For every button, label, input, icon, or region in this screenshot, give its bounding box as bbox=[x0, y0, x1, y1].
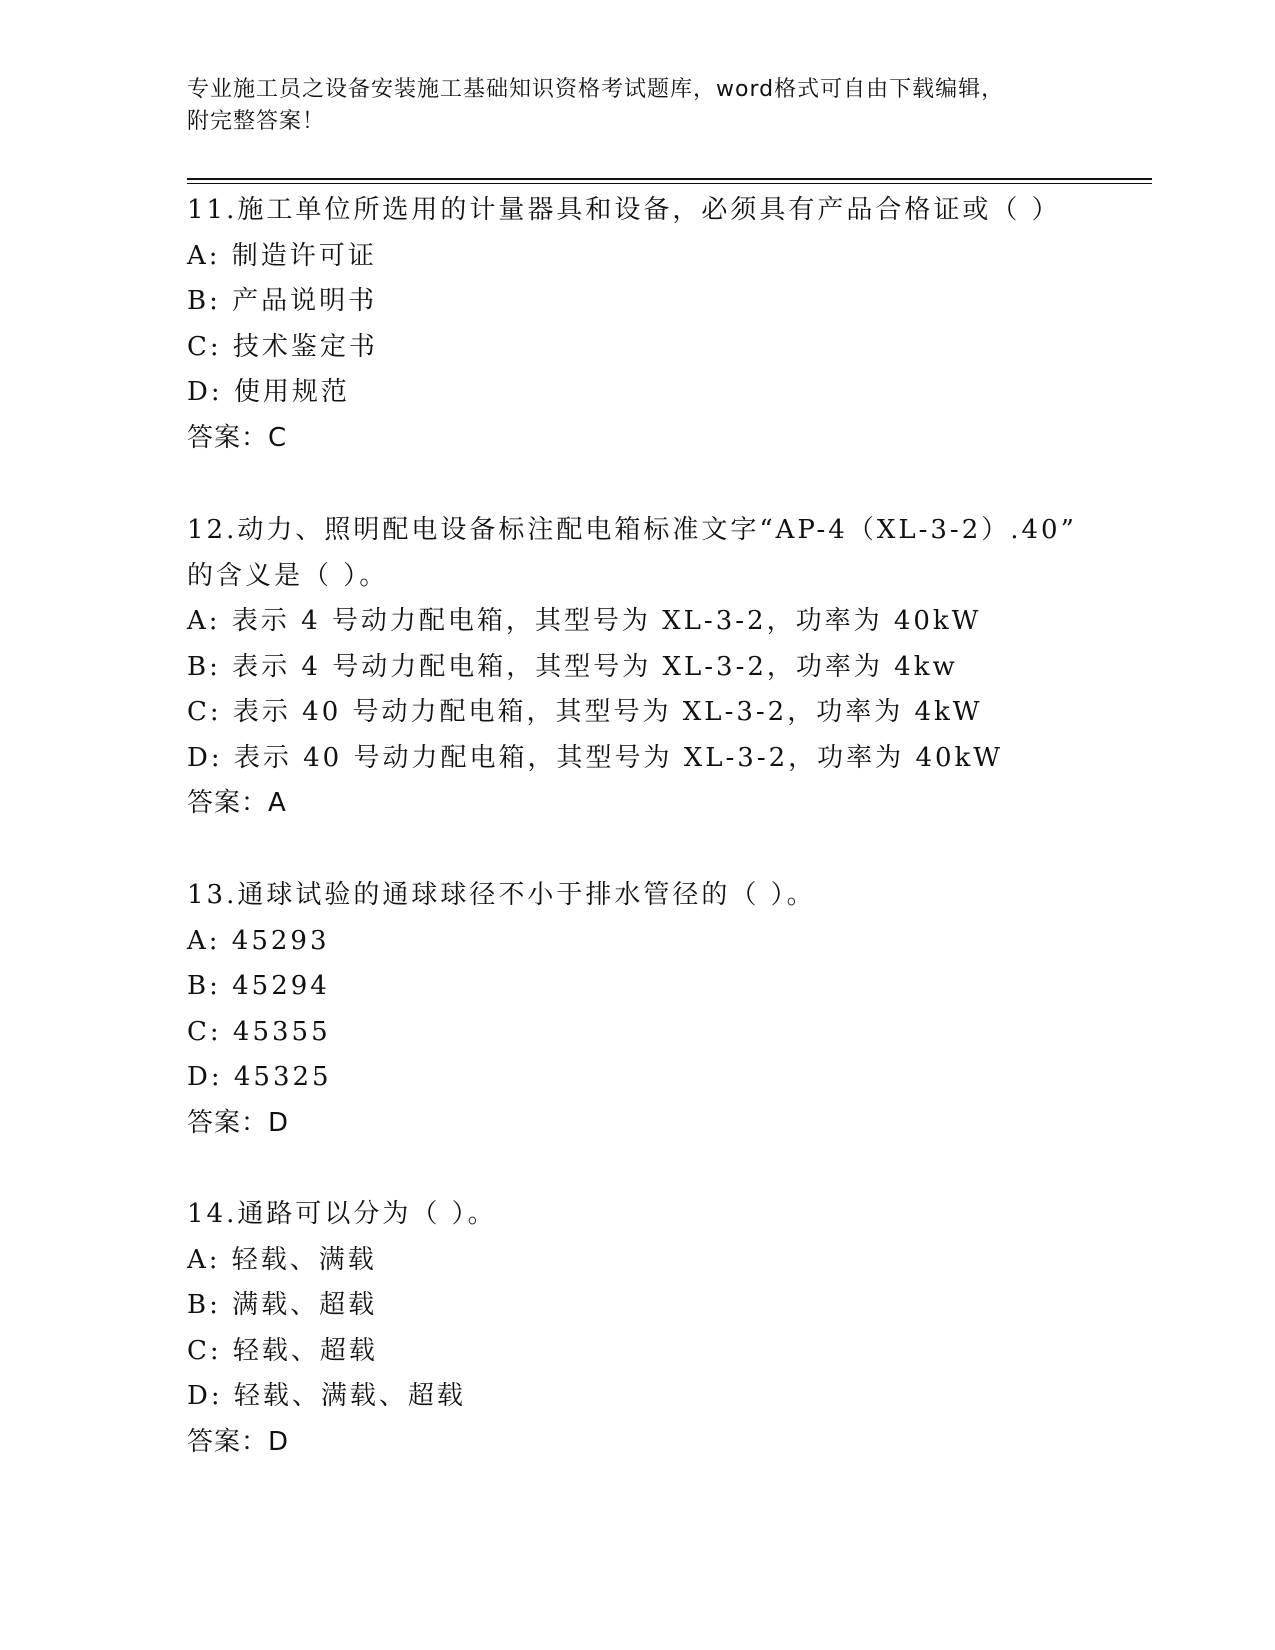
document-header bbox=[187, 74, 1087, 138]
option-b: B: 产品说明书 bbox=[187, 286, 378, 316]
question-stem-continued: 的含义是（ ）。 bbox=[187, 560, 389, 591]
option-a: A: 表示 4 号动力配电箱，其型号为 XL-3-2，功率为 40kW bbox=[187, 606, 982, 636]
header-line-2: 附完整答案！ bbox=[187, 109, 326, 134]
option-d: D: 表示 40 号动力配电箱，其型号为 XL-3-2，功率为 40kW bbox=[187, 742, 1004, 773]
option-b: B: 45294 bbox=[187, 971, 330, 1001]
option-d: D: 使用规范 bbox=[187, 377, 350, 407]
header-line-1: 专业施工员之设备安装施工基础知识资格考试题库，word格式可自由下载编辑， bbox=[187, 77, 1005, 102]
answer-line: 答案：A bbox=[187, 788, 287, 818]
option-c: C: 轻载、超载 bbox=[187, 1335, 378, 1366]
option-a: A: 45293 bbox=[187, 925, 330, 956]
question-stem: 13.通球试验的通球球径不小于排水管径的（ ）。 bbox=[187, 880, 816, 910]
answer-line: 答案：D bbox=[187, 1426, 290, 1457]
option-a: A: 制造许可证 bbox=[187, 240, 377, 271]
answer-line: 答案：D bbox=[187, 1107, 290, 1138]
option-c: C: 45355 bbox=[187, 1016, 331, 1047]
question-stem: 12.动力、照明配电设备标注配电箱标准文字“AP-4（XL-3-2）.40” bbox=[187, 515, 1077, 545]
option-c: C: 技术鉴定书 bbox=[187, 331, 378, 362]
option-b: B: 表示 4 号动力配电箱，其型号为 XL-3-2，功率为 4kw bbox=[187, 651, 958, 682]
header-divider-thick bbox=[187, 178, 1152, 180]
option-c: C: 表示 40 号动力配电箱，其型号为 XL-3-2，功率为 4kW bbox=[187, 697, 983, 727]
answer-line: 答案：C bbox=[187, 422, 288, 453]
question-stem: 11.施工单位所选用的计量器具和设备，必须具有产品合格证或（ ） bbox=[187, 195, 1061, 225]
option-d: D: 45325 bbox=[187, 1062, 332, 1092]
question-13 bbox=[187, 873, 1107, 1146]
option-a: A: 轻载、满载 bbox=[187, 1244, 377, 1275]
question-11 bbox=[187, 188, 1107, 461]
option-d: D: 轻载、满载、超载 bbox=[187, 1381, 466, 1411]
header-divider-thin bbox=[187, 183, 1152, 184]
question-12 bbox=[187, 508, 1107, 827]
question-stem: 14.通路可以分为（ ）。 bbox=[187, 1199, 497, 1229]
option-b: B: 满载、超载 bbox=[187, 1290, 378, 1320]
question-14 bbox=[187, 1192, 1107, 1465]
